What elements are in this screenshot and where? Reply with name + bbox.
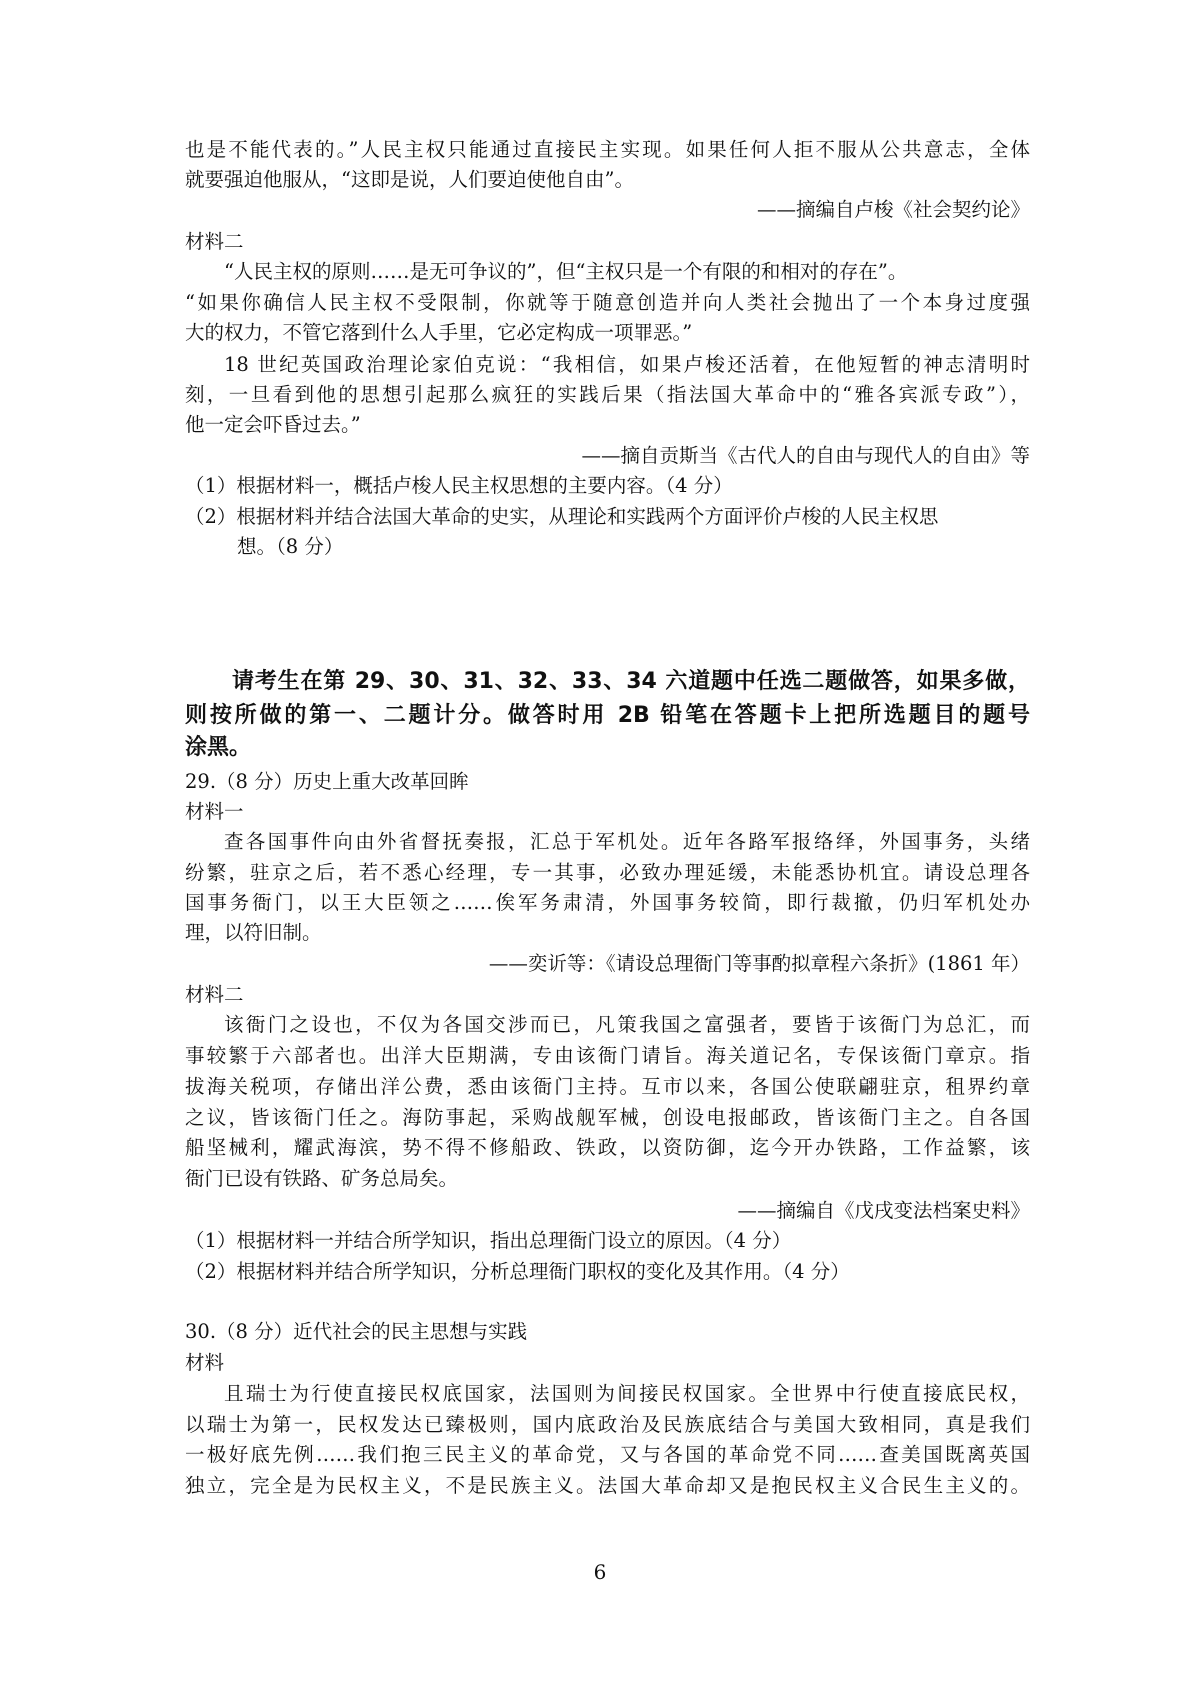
- q30-material-line: 以瑞士为第一，民权发达已臻极则，国内底政治及民族底结合与美国大致相同，真是我们: [185, 1413, 1030, 1436]
- question-30-title: 30.（8 分）近代社会的民主思想与实践: [185, 1320, 528, 1343]
- q29-material2-line: 船坚械利，耀武海滨，势不得不修船政、铁政，以资防御，迄今开办铁路，工作益繁，该: [185, 1136, 1030, 1159]
- q29-material2-line: 衙门已设有铁路、矿务总局矣。: [185, 1167, 459, 1190]
- question-29-title: 29.（8 分）历史上重大改革回眸: [185, 770, 469, 793]
- question-item-continuation: 想。（8 分）: [237, 535, 344, 558]
- source-citation: ——摘编自卢梭《社会契约论》: [756, 198, 1030, 221]
- material1-text-line: 就要强迫他服从，“这即是说，人们要迫使他自由”。: [185, 168, 634, 191]
- material2-text-line: “人民主权的原则……是无可争议的”，但“主权只是一个有限的和相对的存在”。: [224, 260, 908, 283]
- material2-text-line: 大的权力，不管它落到什么人手里，它必定构成一项罪恶。”: [185, 321, 693, 344]
- material2-text-line: “如果你确信人民主权不受限制，你就等于随意创造并向人类社会抛出了一个本身过度强: [185, 291, 1030, 314]
- page-number: 6: [593, 1560, 607, 1584]
- question-item: （2）根据材料并结合所学知识，分析总理衙门职权的变化及其作用。（4 分）: [185, 1260, 850, 1283]
- q29-material2-line: 事较繁于六部者也。出洋大臣期满，专由该衙门请旨。海关道记名，专保该衙门章京。指: [185, 1044, 1030, 1067]
- material-label: 材料一: [185, 800, 244, 823]
- material2-text-line: 刻，一旦看到他的思想引起那么疯狂的实践后果（指法国大革命中的“雅各宾派专政”），: [185, 383, 1030, 406]
- question-item: （2）根据材料并结合法国大革命的史实，从理论和实践两个方面评价卢梭的人民主权思: [185, 505, 939, 528]
- q29-material2-line: 之议，皆该衙门任之。海防事起，采购战舰军械，创设电报邮政，皆该衙门主之。自各国: [185, 1106, 1030, 1129]
- q29-material1-line: 查各国事件向由外省督抚奏报，汇总于军机处。近年各路军报络绎，外国事务，头绪: [224, 830, 1030, 853]
- question-item: （1）根据材料一并结合所学知识，指出总理衙门设立的原因。（4 分）: [185, 1229, 792, 1252]
- instructions-line: 请考生在第 29、30、31、32、33、34 六道题中任选二题做答，如果多做，: [232, 669, 1030, 694]
- instructions-line: 则按所做的第一、二题计分。做答时用 2B 铅笔在答题卡上把所选题目的题号: [185, 703, 1030, 728]
- material2-text-line: 18 世纪英国政治理论家伯克说：“我相信，如果卢梭还活着，在他短暂的神志清明时: [224, 353, 1030, 376]
- q29-material1-line: 理，以符旧制。: [185, 921, 322, 944]
- material2-text-line: 他一定会吓昏过去。”: [185, 413, 361, 436]
- source-citation: ——摘编自《戊戌变法档案史料》: [737, 1199, 1030, 1222]
- q30-material-line: 且瑞士为行使直接民权底国家，法国则为间接民权国家。全世界中行使直接底民权，: [224, 1382, 1030, 1405]
- source-citation: ——摘自贡斯当《古代人的自由与现代人的自由》等: [581, 444, 1030, 467]
- q29-material2-line: 该衙门之设也，不仅为各国交涉而已，凡策我国之富强者，要皆于该衙门为总汇，而: [224, 1013, 1030, 1036]
- material1-text-line: 也是不能代表的。”人民主权只能通过直接民主实现。如果任何人拒不服从公共意志，全体: [185, 138, 1030, 161]
- instructions-line: 涂黑。: [185, 735, 252, 760]
- material-label: 材料二: [185, 983, 244, 1006]
- q29-material1-line: 国事务衙门，以王大臣领之……俟军务肃清，外国事务较简，即行裁撤，仍归军机处办: [185, 891, 1030, 914]
- q30-material-line: 一极好底先例……我们抱三民主义的革命党，又与各国的革命党不同……查美国既离英国: [185, 1443, 1030, 1466]
- q30-material-line: 独立，完全是为民权主义，不是民族主义。法国大革命却又是抱民权主义合民生主义的。: [185, 1474, 1030, 1497]
- material-label: 材料二: [185, 230, 244, 253]
- q29-material1-line: 纷繁，驻京之后，若不悉心经理，专一其事，必致办理延缓，未能悉协机宜。请设总理各: [185, 861, 1030, 884]
- q29-material2-line: 拔海关税项，存储出洋公费，悉由该衙门主持。互市以来，各国公使联翩驻京，租界约章: [185, 1075, 1030, 1098]
- material-label: 材料: [185, 1351, 225, 1374]
- source-citation: ——奕䜣等：《请设总理衙门等事酌拟章程六条折》(1861 年）: [488, 952, 1030, 975]
- question-item: （1）根据材料一，概括卢梭人民主权思想的主要内容。（4 分）: [185, 474, 733, 497]
